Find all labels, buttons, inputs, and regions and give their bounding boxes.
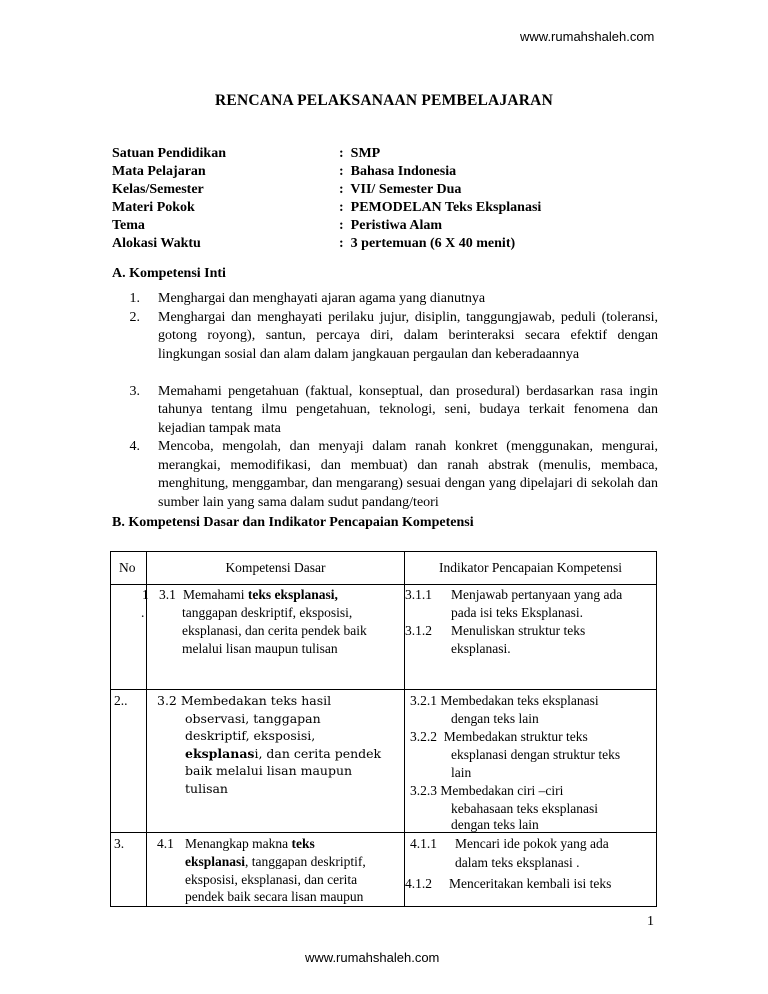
table-row [111,585,657,690]
kd-text: Memahami [183,587,248,602]
kd-line: eksposisi, eksplanasi, dan cerita [185,872,358,887]
identity-value: PEMODELAN Teks Eksplanasi [350,200,542,215]
list-item-number: 3. [129,383,140,399]
kd-number: 4.1 [157,836,174,851]
list-item-text: Menghargai dan menghayati ajaran agama yang dianutnya [158,291,486,306]
kd-line: tanggapan deskriptif, eksposisi, [182,605,353,620]
table-row [111,833,657,907]
identity-label: Tema [112,218,145,233]
ipk-line: eksplanasi. [451,641,511,656]
row-number: 1 [142,587,149,602]
row-number-cell [111,833,147,907]
identity-colon: : [339,200,344,215]
ipk-line: Menceritakan kembali isi teks [449,876,612,891]
header-no: No [111,552,147,585]
identity-colon: : [339,146,344,161]
identity-label: Satuan Pendidikan [112,146,226,161]
ipk-cell [405,690,657,833]
section-b-heading: B. Kompetensi Dasar dan Indikator Pencapaian Kompetensi [112,515,474,530]
kd-text: , tanggapan deskriptif, [245,854,366,869]
kd-cell [147,833,405,907]
competency-table [110,551,657,907]
list-item-text: Menghargai dan menghayati perilaku jujur, disiplin, tanggungjawab, peduli (toleransi, gotong royong), santun, percaya diri, dalam berinteraksi secara efektif dengan lingkungan sosial dan alam dalam jangkauan pergaulan dan keberadaannya [158,309,658,362]
kd-bold-text: eksplanasi [185,854,246,869]
ipk-line: kebahasaan teks eksplanasi [451,801,598,816]
identity-colon: : [339,218,344,233]
identity-value: Bahasa Indonesia [350,164,457,179]
table-row [111,690,657,833]
kd-bold-text: eksplanas [185,745,255,761]
table-header-row [111,552,657,585]
ipk-cell [405,833,657,907]
row-number-dot: . [141,605,145,620]
ipk-line: Menuliskan struktur teks [451,623,586,638]
header-indikator: Indikator Pencapaian Kompetensi [405,552,657,585]
ipk-line: dalam teks eksplanasi . [455,855,580,870]
kd-cell [147,585,405,690]
page-number: 1 [647,914,654,929]
identity-colon: : [339,182,344,197]
kd-number: 3.1 [159,587,176,602]
kd-line: baik melalui lisan maupun [185,763,353,778]
header-kompetensi-dasar: Kompetensi Dasar [147,552,405,585]
identity-label: Alokasi Waktu [112,236,201,251]
ipk-line: Membedakan struktur teks [443,729,588,744]
row-number: 3. [114,836,125,851]
header-site-url: www.rumahshaleh.com [520,29,655,44]
ipk-number: 3.2.2 [410,729,437,744]
kd-line: tulisan [185,780,228,796]
ipk-number: 4.1.2 [405,876,432,891]
kd-line: deskriptif, eksposisi, [185,728,316,743]
section-a-heading: A. Kompetensi Inti [112,266,226,281]
ipk-line: lain [451,765,472,780]
identity-value: Peristiwa Alam [350,218,443,233]
kd-text: i, dan cerita pendek [254,745,382,761]
identity-label: Materi Pokok [112,200,195,215]
identity-colon: : [339,236,344,251]
list-item-number: 4. [129,439,140,454]
kd-line: observasi, tanggapan [185,710,321,726]
ipk-line: pada isi teks Eksplanasi. [451,605,583,620]
kd-line: eksplanasi, dan cerita pendek baik [182,623,367,638]
footer-site-url: www.rumahshaleh.com [305,950,440,965]
ipk-line: Membedakan ciri –ciri [440,783,564,798]
identity-value: VII/ Semester Dua [350,182,462,197]
identity-block [0,145,768,255]
kd-line: pendek baik secara lisan maupun [185,889,364,904]
kd-text: Menangkap makna [185,836,292,851]
row-number: 2.. [114,693,128,708]
ipk-number: 3.1.1 [405,587,432,602]
ipk-line: Mencari ide pokok yang ada [455,836,609,851]
ipk-line: Menjawab pertanyaan yang ada [451,587,623,602]
ipk-line: dengan teks lain [451,817,539,832]
ipk-number: 4.1.1 [410,836,437,851]
list-item-text: Mencoba, mengolah, dan menyaji dalam ranah konkret (menggunakan, mengurai, merangkai, memodifikasi, dan membuat) dan ranah abstrak (menulis, membaca, menghitung, menggambar, dan mengarang) sesuai dengan yang dipelajari di sekolah dan sumber lain yang sama dalam sudut pandang/teori [158,439,658,510]
ipk-line: eksplanasi dengan struktur teks [451,747,621,762]
list-item-text: Memahami pengetahuan (faktual, konseptual, dan prosedural) berdasarkan rasa ingin tahunya tentang ilmu pengetahuan, teknologi, seni, budaya terkait fenomena dan kejadian tampak mata [158,383,658,436]
ipk-line: dengan teks lain [451,711,539,726]
kd-bold-text: teks eksplanasi, [247,587,338,602]
kd-cell [147,690,405,833]
row-number-cell [111,585,147,690]
kd-line: melalui lisan maupun tulisan [182,641,338,656]
ipk-number: 3.2.1 [410,693,437,708]
identity-label: Mata Pelajaran [112,164,206,179]
ipk-line: Membedakan teks eksplanasi [440,693,599,708]
identity-colon: : [339,164,344,179]
identity-label: Kelas/Semester [112,182,204,197]
ipk-number: 3.1.2 [405,623,432,638]
row-number-cell [111,690,147,833]
kd-first-line: 3.2 Membedakan teks hasil [157,693,332,708]
ipk-number: 3.2.3 [410,783,437,798]
identity-value: 3 pertemuan (6 X 40 menit) [350,236,516,251]
page-title: RENCANA PELAKSANAAN PEMBELAJARAN [215,92,553,109]
ipk-cell [405,585,657,690]
list-item-number: 2. [129,309,140,325]
kd-bold-text: teks [291,836,315,851]
kompetensi-inti-list [116,290,658,510]
identity-value: SMP [350,146,381,161]
list-item-number: 1. [129,291,140,306]
